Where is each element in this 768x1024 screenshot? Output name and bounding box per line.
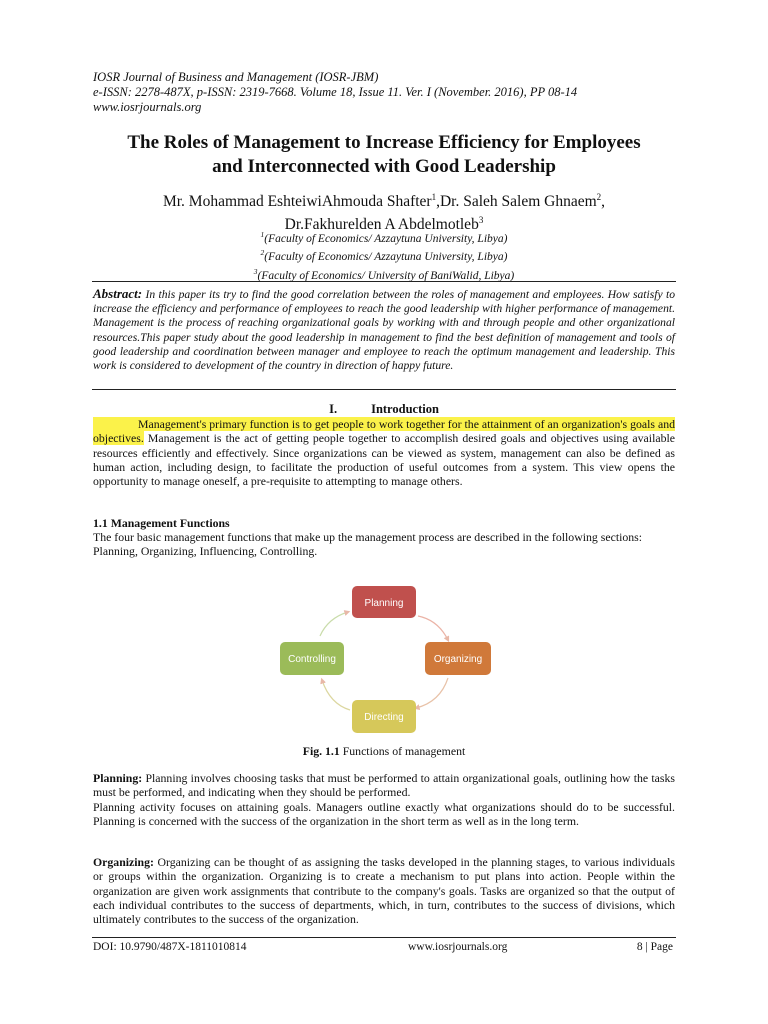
node-controlling: [280, 642, 344, 675]
arrow-organizing-to-directing: [416, 678, 448, 708]
footer-page-number: 8 | Page: [636, 941, 673, 953]
abstract-bottom-rule: [92, 389, 676, 390]
journal-header: [93, 70, 577, 115]
author-2-sup: 2: [596, 192, 602, 202]
affiliation-1-sup: 1: [260, 230, 265, 239]
functions-list: Planning, Organizing, Influencing, Controlling.: [93, 544, 318, 559]
footer-doi: DOI: 10.9790/487X-1811010814: [93, 941, 247, 953]
subsection-paragraph: [93, 530, 675, 559]
affiliation-1-text: (Faculty of Economics/ Azzaytuna University, Libya): [264, 232, 508, 245]
planning-text-1: Planning involves choosing tasks that must be performed to attain organizational goals, outlining how the tasks must be performed, and indicating when they should be performed.: [93, 771, 675, 800]
affiliation-2: [60, 246, 708, 264]
node-organizing: [425, 642, 491, 675]
arrow-controlling-to-planning: [320, 612, 348, 636]
affiliation-2-sup: 2: [260, 248, 265, 258]
subsection-heading: 1.1 Management Functions: [93, 516, 230, 530]
affiliation-3-text: (Faculty of Economics/ University of BaniWalid, Libya): [257, 269, 515, 282]
planning-label: Planning:: [93, 771, 143, 785]
footer-website: www.iosrjournals.org: [408, 941, 508, 953]
arrow-directing-to-controlling: [322, 680, 350, 710]
management-functions-diagram: [270, 578, 502, 738]
node-directing-label: Directing: [364, 712, 404, 723]
affiliation-3-sup: 3: [253, 266, 258, 276]
node-planning: [352, 586, 416, 618]
paper-title: [60, 131, 708, 179]
organizing-label: Organizing:: [93, 855, 154, 869]
arrow-planning-to-organizing: [418, 616, 448, 640]
author-2: ,Dr. Saleh Salem Ghnaem: [436, 193, 597, 211]
abstract-text: In this paper its try to find the good correlation between the roles of management and employees. How satisfy to increase the efficiency and performance of employees to reach the good leadership with higher performance of management. Management is the process of reaching organizational goals by working with and through people and other organizational resources.This paper study about the good leadership in management to find the best definition of management and tools of good leadership and coordination between manager and employee to reach the optimum management and leadership. This work is considered to development of the country in direction of happy future.: [93, 288, 675, 373]
abstract-top-rule: [92, 281, 676, 282]
title-line-1: The Roles of Management to Increase Efficiency for Employees: [127, 132, 641, 153]
introduction-text: Management is the act of getting people together to accomplish desired goals and objectives using available resources efficiently and effectively. Since organizations can be viewed as system, management can also be defined as human action, including design, to facilitate the production of useful outcomes from a system. This view opens the opportunity to manage oneself, a pre-requisite to attempting to manage others.: [93, 431, 675, 489]
title-line-2: and Interconnected with Good Leadership: [212, 156, 556, 177]
planning-section: [93, 771, 675, 828]
journal-website: www.iosrjournals.org: [93, 100, 202, 114]
affiliation-2-text: (Faculty of Economics/ Azzaytuna University, Libya): [264, 251, 508, 264]
author-3-sup: 3: [478, 215, 484, 226]
node-directing: [352, 700, 416, 733]
footer-rule: [92, 937, 676, 938]
introduction-paragraph: [93, 417, 675, 488]
author-1: Mr. Mohammad EshteiwiAhmouda Shafter: [162, 193, 432, 211]
node-controlling-label: Controlling: [288, 654, 336, 665]
figure-label: Fig. 1.1: [302, 744, 340, 758]
section-title: Introduction: [371, 402, 439, 416]
section-heading-introduction: [93, 402, 675, 417]
subsection-text: The four basic management functions that make up the management process are described in the following sections:: [93, 530, 643, 544]
figure-caption: [93, 744, 675, 759]
abstract: [93, 287, 675, 373]
author-3: Dr.Fakhurelden A Abdelmotleb: [284, 216, 479, 234]
planning-text-2: Planning activity focuses on attaining goals. Managers outline exactly what organizations should do to be successful. Planning is concerned with the success of the organization in the short term as well as in the long term.: [93, 799, 675, 828]
node-planning-label: Planning: [364, 598, 404, 609]
author-separator: ,: [601, 193, 606, 211]
abstract-label: Abstract:: [93, 286, 143, 301]
organizing-section: [93, 855, 675, 926]
section-number: I.: [329, 402, 338, 416]
highlighted-sentence: Management's primary function is to get people to work together for the attainment of an organization's goals and objectives.: [93, 417, 675, 446]
node-organizing-label: Organizing: [433, 654, 483, 665]
journal-name: IOSR Journal of Business and Management (IOSR-JBM): [93, 70, 379, 84]
affiliation-1: [60, 228, 708, 246]
journal-issn: e-ISSN: 2278-487X, p-ISSN: 2319-7668. Volume 18, Issue 11. Ver. I (November. 2016), PP 08-14: [93, 85, 578, 99]
author-1-sup: 1: [431, 192, 437, 202]
figure-caption-text: Functions of management: [339, 744, 466, 758]
organizing-text: Organizing can be thought of as assigning the tasks developed in the planning stages, to various individuals or groups within the organization. Organizing is to create a mechanism to put plans into action. People within the organization are given work assignments that contribute to the company's goals. Tasks are organized so that the output of each individual contributes to the success of departments, which, in turn, contributes to the success of divisions, which ultimately contributes to the success of the organization.: [93, 855, 675, 927]
affiliations: [60, 228, 708, 283]
